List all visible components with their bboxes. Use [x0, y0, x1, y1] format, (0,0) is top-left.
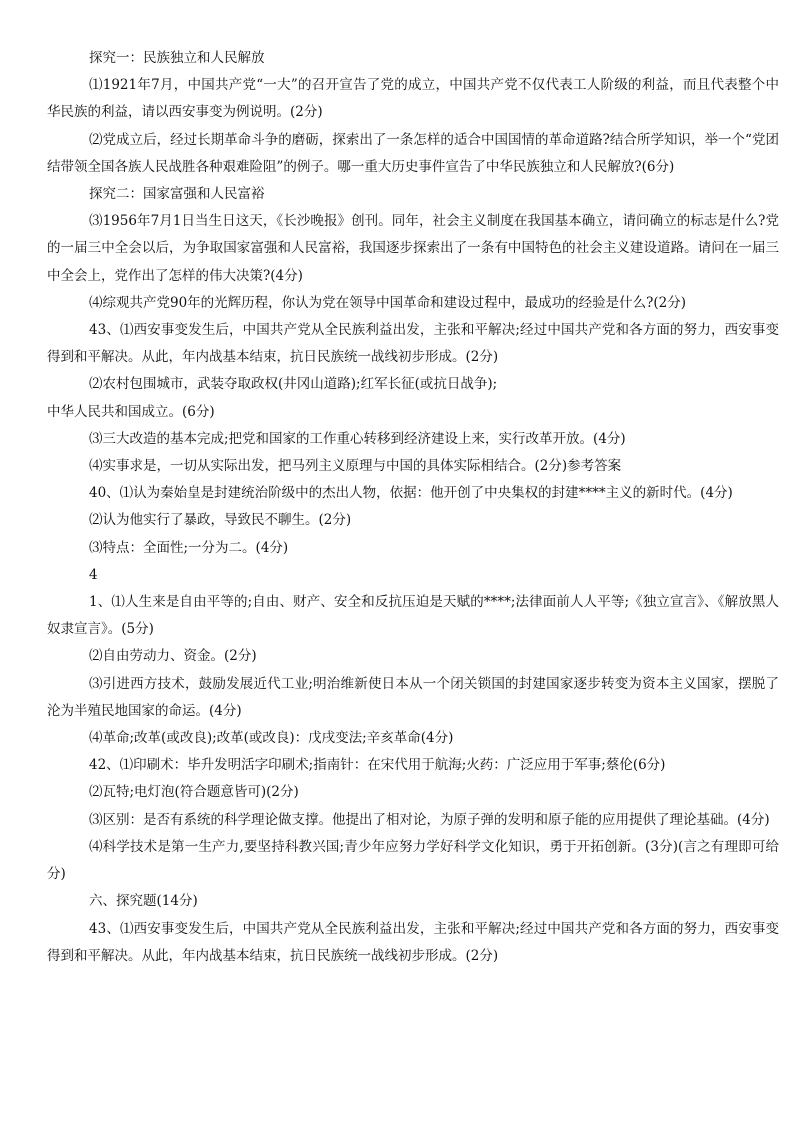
- answer-43-3: ⑶三大改造的基本完成;把党和国家的工作重心转移到经济建设上来，实行改革开放。(4分): [89, 430, 626, 447]
- answer-42-1: 42、⑴印刷术：毕升发明活字印刷术;指南针：在宋代用于航海;火药：广泛应用于军事;蔡伦(6分): [89, 757, 666, 774]
- answer-43-2: ⑵农村包围城市，武装夺取政权(井冈山道路);红军长征(或抗日战争);: [89, 376, 498, 393]
- answer-1-3: ⑶引进西方技术，鼓励发展近代工业;明治维新使日本从一个闭关锁国的封建国家逐步转变为资本主义国家，摆脱了沦为半殖民地国家的命运。(4分): [47, 675, 779, 719]
- answer-1-4: ⑷革命;改革(或改良);改革(或改良)：戊戌变法;辛亥革命(4分): [89, 730, 454, 747]
- answer-43-1: 43、⑴西安事变发生后，中国共产党从全民族利益出发，主张和平解决;经过中国共产党和各方面的努力，西安事变得到和平解决。从此，年内战基本结束，抗日民族统一战线初步形成。(2分): [47, 322, 779, 366]
- section-heading-2: 探究二：国家富强和人民富裕: [89, 186, 265, 203]
- question-3: ⑶1956年7月1日当生日这天，《长沙晚报》创刊。同年，社会主义制度在我国基本确立，请问确立的标志是什么?党的一届三中全会以后，为争取国家富强和人民富裕，我国逐步探索出了一条有中国特色的社会主义建设道路。请问在一届三中全会上，党作出了怎样的伟大决策?(4分): [47, 213, 779, 284]
- document-page: [47, 45, 779, 970]
- answer-43-1-repeat: 43、⑴西安事变发生后，中国共产党从全民族利益出发，主张和平解决;经过中国共产党和各方面的努力，西安事变得到和平解决。从此，年内战基本结束，抗日民族统一战线初步形成。(2分): [47, 920, 779, 964]
- section-heading-1: 探究一：民族独立和人民解放: [89, 50, 265, 66]
- answer-43-4: ⑷实事求是，一切从实际出发，把马列主义原理与中国的具体实际相结合。(2分)参考答案: [89, 458, 622, 475]
- answer-40-3: ⑶特点：全面性;一分为二。(4分): [89, 539, 289, 556]
- answer-42-2: ⑵瓦特;电灯泡(符合题意皆可)(2分): [89, 784, 299, 801]
- section-heading-6: 六、探究题(14分): [89, 893, 198, 910]
- answer-1-2: ⑵自由劳动力、资金。(2分): [89, 648, 257, 665]
- answer-40-2: ⑵认为他实行了暴政，导致民不聊生。(2分): [89, 512, 352, 529]
- answer-1-1: 1、⑴人生来是自由平等的;自由、财产、安全和反抗压迫是天赋的****;法律面前人人平等;《独立宣言》、《解放黑人奴隶宣言》。(5分): [47, 594, 779, 638]
- answer-42-3: ⑶区别：是否有系统的科学理论做支撑。他提出了相对论，为原子弹的发明和原子能的应用提供了理论基础。(4分): [89, 811, 770, 828]
- answer-40-1: 40、⑴认为秦始皇是封建统治阶级中的杰出人物，依据：他开创了中央集权的封建****主义的新时代。(4分): [89, 485, 733, 502]
- question-4: ⑷综观共产党90年的光辉历程，你认为党在领导中国革命和建设过程中，最成功的经验是什么?(2分): [89, 294, 687, 311]
- answer-43-2-cont: 中华人民共和国成立。(6分): [47, 403, 215, 420]
- question-2: ⑵党成立后，经过长期革命斗争的磨砺，探索出了一条怎样的适合中国国情的革命道路?结合所学知识，举一个“党团结带领全国各族人民战胜各种艰难险阻”的例子。哪一重大历史事件宣告了中华民族独立和人民解放?(6分): [47, 131, 779, 175]
- question-1: ⑴1921年7月，中国共产党“一大”的召开宣告了党的成立，中国共产党不仅代表工人阶级的利益，而且代表整个中华民族的利益，请以西安事变为例说明。(2分): [47, 77, 779, 121]
- answer-42-4: ⑷科学技术是第一生产力,要坚持科教兴国;青少年应努力学好科学文化知识，勇于开拓创新。(3分)(言之有理即可给分): [47, 838, 779, 883]
- stray-number: 4: [89, 566, 98, 583]
